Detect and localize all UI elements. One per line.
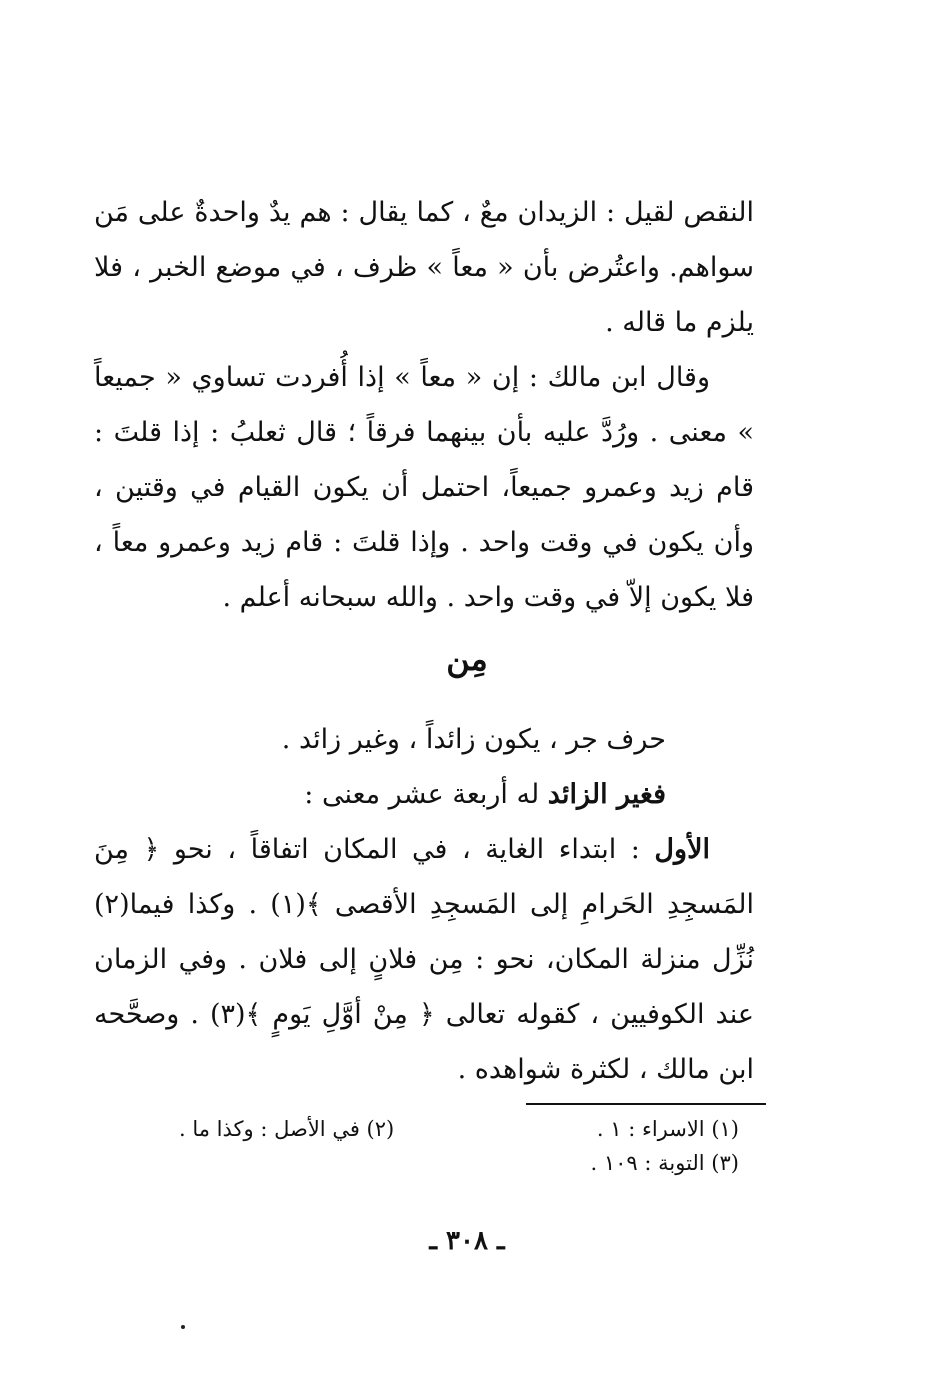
entry-section — [94, 712, 754, 1097]
non-extra-line — [94, 767, 754, 822]
first-meaning-label: الأول — [654, 834, 710, 865]
passage-text — [94, 185, 754, 625]
footnote-row — [179, 1146, 739, 1180]
footnote-divider — [526, 1103, 766, 1105]
non-extra-text: له أربعة عشر معنى : — [304, 779, 540, 810]
footnote-1: (١) الاسراء : ١ . — [596, 1117, 739, 1141]
paragraph-2: وقال ابن مالك : إن « معاً » إذا أُفردت تساوي « جميعاً » معنى . ورُدَّ عليه بأن بينهما فرقاً ؛ قال ثعلبُ : إذا قلتَ : قام زيد وعمرو جميعاً، احتمل أن يكون القيام في وقتين ، وأن يكون في وقت واحد . وإذا قلتَ : قام زيد وعمرو معاً ، فلا يكون إلاّ في وقت واحد . والله سبحانه أعلم . — [94, 362, 754, 613]
footnote-row — [179, 1112, 739, 1146]
first-meaning — [94, 822, 754, 1097]
scan-speck — [181, 1325, 185, 1329]
paragraph-1: النقص لقيل : الزيدان معٌ ، كما يقال : هم يدٌ واحدةٌ على مَن سواهم. واعتُرض بأن « معاً » ظرف ، في موضع الخبر ، فلا يلزم ما قاله . — [94, 197, 754, 338]
first-meaning-text: : ابتداء الغاية ، في المكان اتفاقاً ، نحو ﴿ مِنَ المَسجِدِ الحَرامِ إلى المَسجِدِ الأقصى ﴾(١) . وكذا فيما(٢) نُزِّل منزلة المكان، نحو : مِن فلانٍ إلى فلان . وفي الزمان عند الكوفيين ، كقوله تعالى ﴿ مِنْ أوَّلِ يَومٍ ﴾(٣) . وصحَّحه ابن مالك ، لكثرة شواهده . — [94, 834, 755, 1085]
page-number: ـ ٣٠٨ ـ — [429, 1226, 505, 1256]
footnotes — [179, 1112, 739, 1180]
footnote-3: (٣) التوبة : ١٠٩ . — [590, 1151, 739, 1175]
entry-heading: مِن — [446, 640, 488, 678]
non-extra-label: فغير الزائد — [547, 779, 666, 810]
entry-intro: حرف جر ، يكون زائداً ، وغير زائد . — [281, 724, 666, 755]
footnote-2: (٢) في الأصل : وكذا ما . — [179, 1117, 395, 1141]
